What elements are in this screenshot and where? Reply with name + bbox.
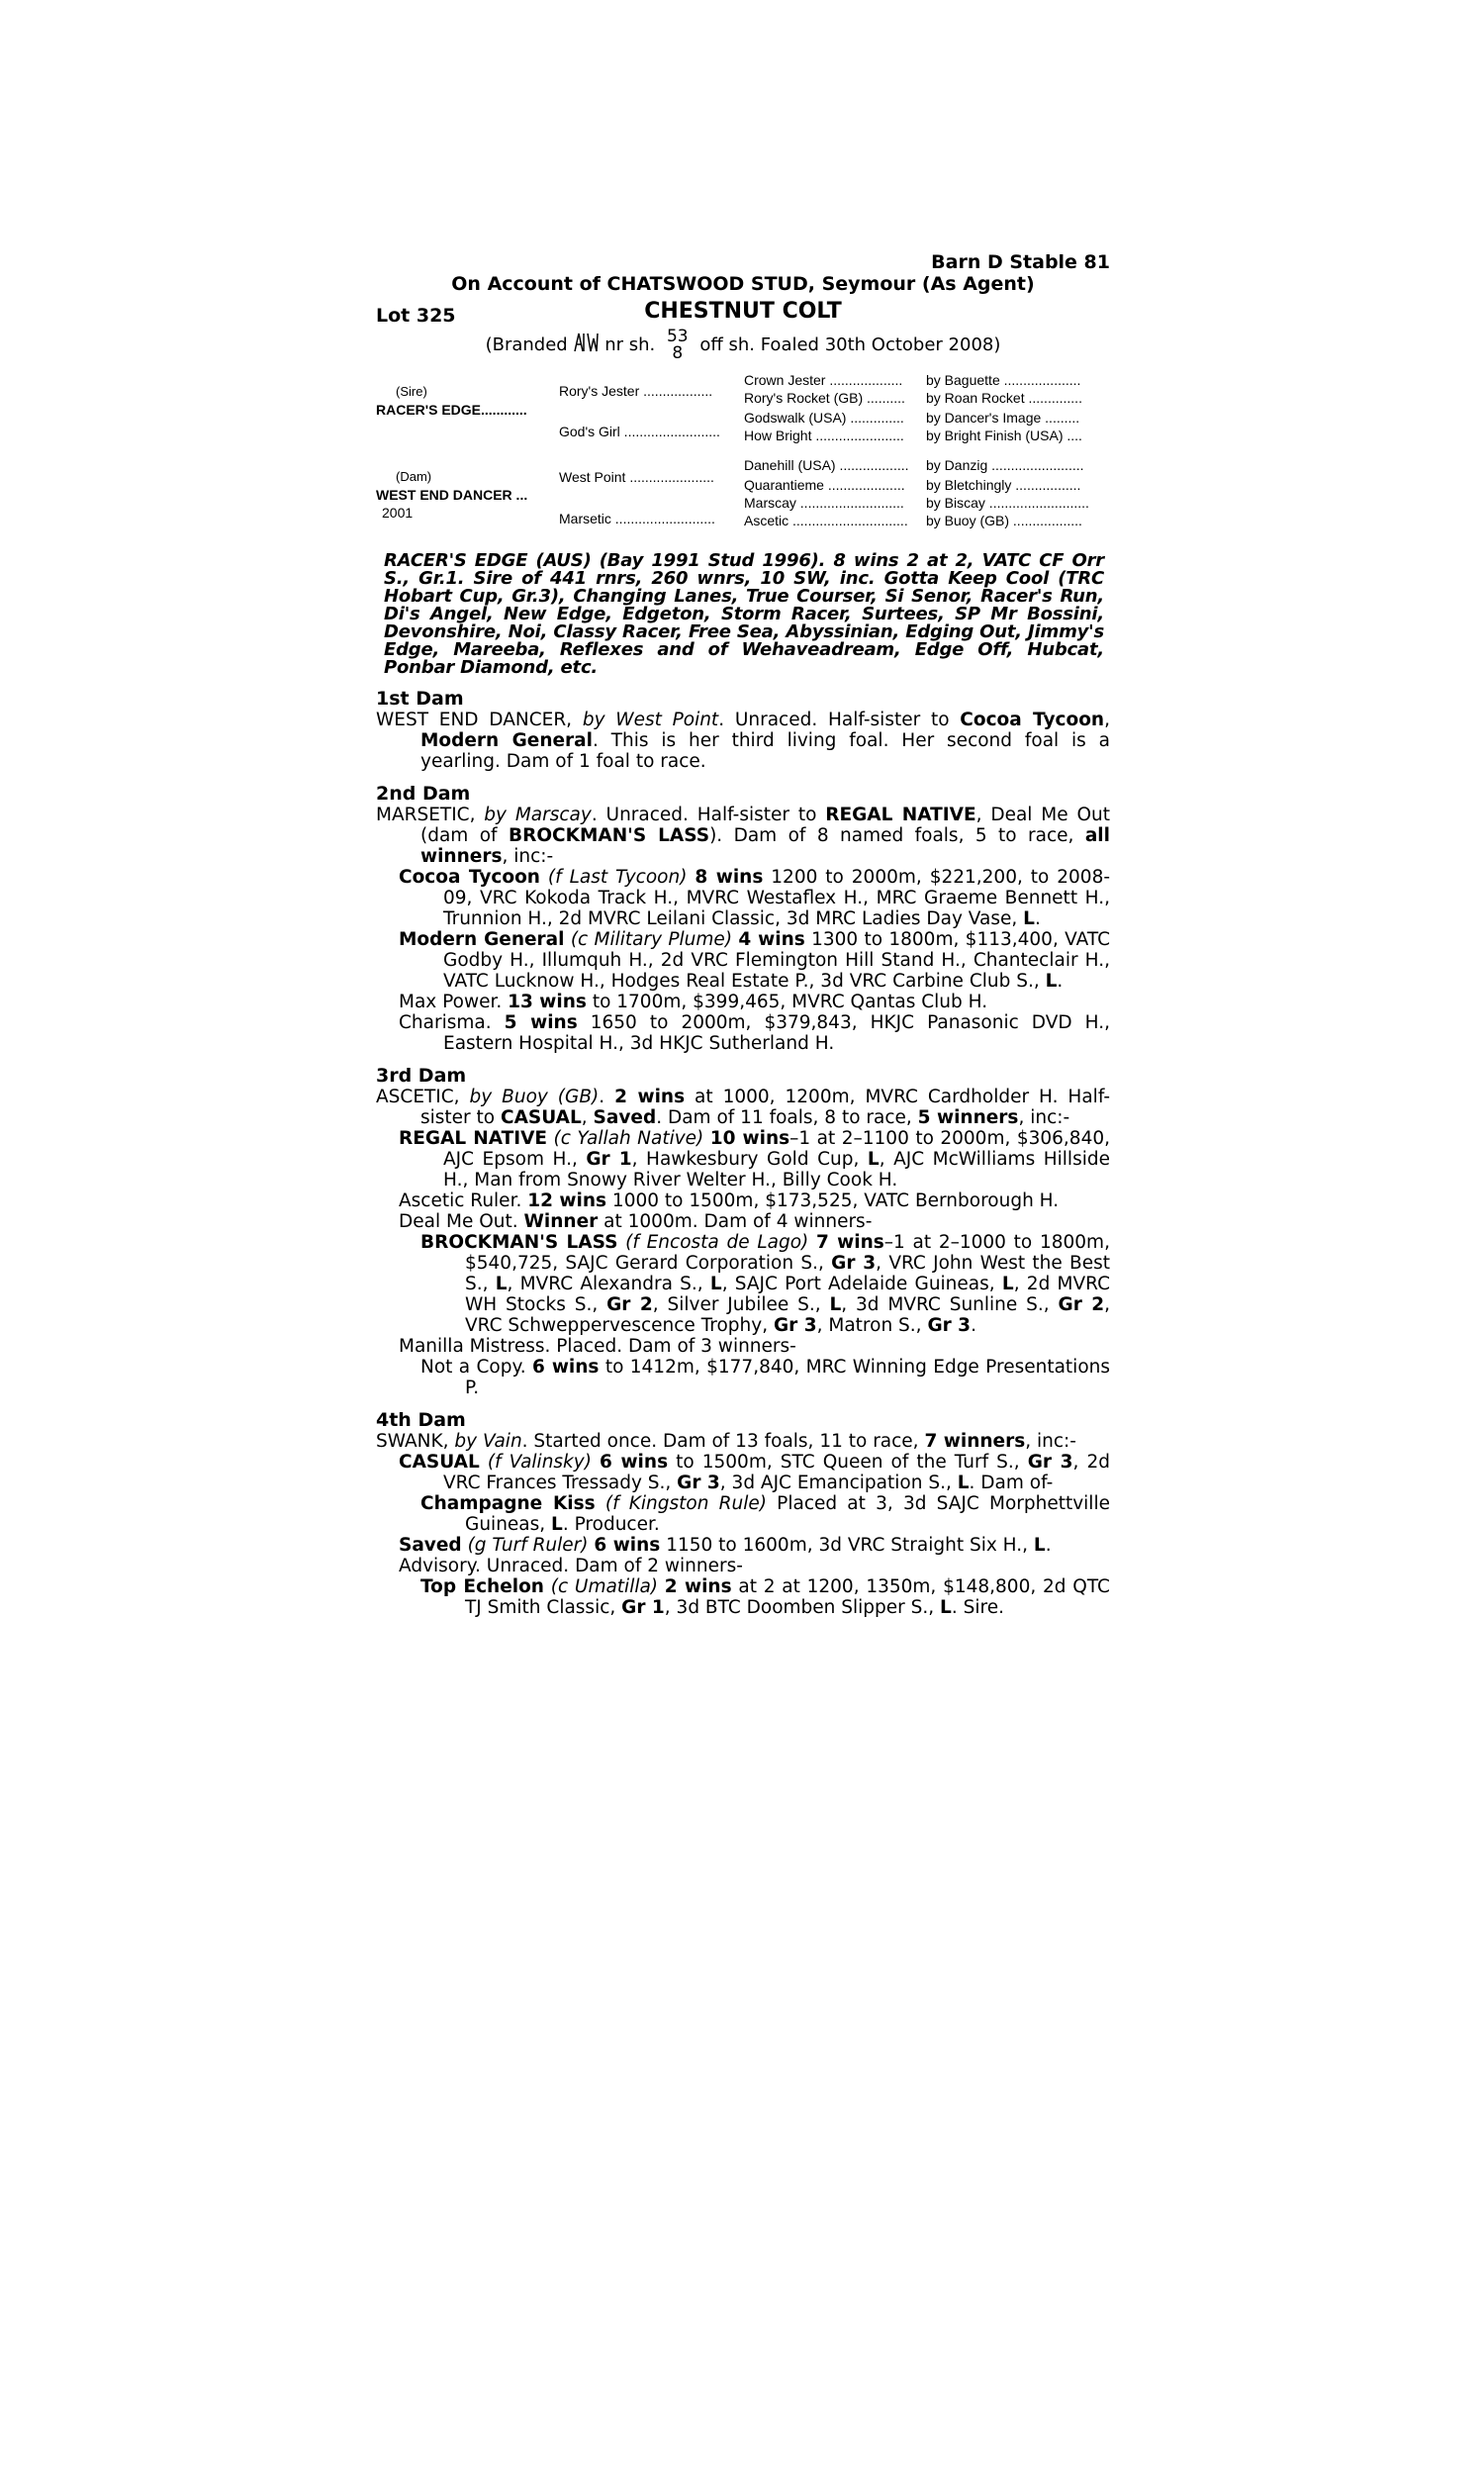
text-run: at 1000m. Dam of 4 winners- — [598, 1211, 873, 1232]
text-run: L — [495, 1274, 508, 1294]
text-run: L — [829, 1294, 842, 1315]
text-run: REGAL NATIVE — [399, 1128, 548, 1149]
text-run: . Producer. — [562, 1514, 660, 1535]
g4-text: by Biscay — [926, 495, 985, 511]
text-run: 1300 to 1800m, $113,400, VATC Godby H., Illumquh H., 2d VRC Flemington Hill Stand H., Chanteclair H., VATC Lucknow H., Hodges Real Estate P., 3d VRC Carbine Club S., — [443, 929, 1110, 992]
g3-2: Rory's Rocket (GB) .......... — [744, 390, 905, 406]
text-run: 2 wins — [664, 1576, 732, 1597]
text-run: , Silver Jubilee S., — [652, 1294, 830, 1315]
progeny-entry — [420, 1357, 1110, 1398]
text-run: Gr 2 — [1058, 1294, 1105, 1315]
g4-6: by Bletchingly ................. — [926, 477, 1081, 493]
g4-text: by Danzig — [926, 457, 988, 473]
g4-text: by Bletchingly — [926, 477, 1012, 493]
dam-name-text: WEST END DANCER — [376, 487, 512, 503]
lot-title: CHESTNUT COLT — [644, 299, 842, 324]
text-run: Charisma. — [399, 1012, 505, 1033]
text-run: 5 wins — [504, 1012, 578, 1033]
text-run: . Started once. Dam of 13 foals, 11 to race, — [521, 1431, 925, 1452]
progeny-entry — [420, 1493, 1110, 1535]
text-run: (c Umatilla) — [550, 1576, 659, 1597]
text-run: , VRC Schweppervescence Trophy, — [465, 1294, 1111, 1336]
text-run: Advisory. Unraced. Dam of 2 winners- — [399, 1556, 743, 1576]
g4-text: by Roan Rocket — [926, 390, 1025, 406]
first-dam-heading: 1st Dam — [376, 688, 464, 710]
text-run: 4 wins — [738, 929, 805, 950]
text-run: , AJC McWilliams Hillside H., Man from Snowy River Welter H., Billy Cook H. — [443, 1149, 1110, 1190]
g3-text: Ascetic — [744, 513, 789, 528]
g2-dam-sire: West Point ...................... — [559, 469, 714, 485]
text-run: . This is her third living foal. Her second foal is a yearling. Dam of 1 foal to race. — [420, 730, 1110, 772]
second-dam-heading: 2nd Dam — [376, 783, 471, 805]
text-run: Max Power. — [399, 992, 509, 1012]
text-run: . Unraced. Half-sister to — [591, 805, 826, 825]
text-run: , Hawkesbury Gold Cup, — [631, 1149, 868, 1170]
text-run: 13 wins — [508, 992, 587, 1012]
text-run: (g Turf Ruler) — [467, 1535, 589, 1556]
text-run: , — [581, 1107, 594, 1128]
text-run: . Sire. — [951, 1597, 1004, 1618]
progeny-entry — [399, 1211, 1110, 1232]
dam-year: 2001 — [382, 505, 414, 521]
text-run: Gr 3 — [831, 1253, 877, 1274]
text-run: Modern General — [399, 929, 565, 950]
text-run: . — [1034, 908, 1041, 929]
text-run: Champagne Kiss — [420, 1493, 596, 1514]
text-run: to 1412m, $177,840, MRC Winning Edge Presentations P. — [465, 1357, 1111, 1398]
text-run: Cocoa Tycoon — [960, 710, 1105, 730]
text-run: 10 wins — [709, 1128, 790, 1149]
text-run: 1650 to 2000m, $379,843, HKJC Panasonic DVD H., Eastern Hospital H., 3d HKJC Sutherland H. — [443, 1012, 1111, 1054]
g4-3: by Dancer's Image ......... — [926, 410, 1080, 426]
progeny-entry — [399, 1336, 1110, 1357]
text-run: Not a Copy. — [420, 1357, 533, 1378]
brand-fraction — [667, 329, 689, 362]
g2-dam-dam: Marsetic .......................... — [559, 511, 715, 526]
brand-line — [376, 329, 1110, 366]
text-run: . Dam of- — [969, 1473, 1054, 1493]
lot-line — [376, 299, 1110, 329]
g4-7: by Biscay .......................... — [926, 495, 1089, 511]
text-run: Saved — [399, 1535, 462, 1556]
text-run: , inc:- — [1025, 1431, 1076, 1452]
g4-text: by Dancer's Image — [926, 410, 1042, 426]
text-run: L — [709, 1274, 722, 1294]
text-run: Gr 1 — [621, 1597, 665, 1618]
text-run: –1 at 2–1000 to 1800m, $540,725, SAJC Gerard Corporation S., — [465, 1232, 1110, 1274]
text-run — [596, 1493, 605, 1514]
fraction-top: 53 — [666, 327, 689, 346]
text-run: 1000 to 1500m, $173,525, VATC Bernborough H. — [606, 1190, 1060, 1211]
g2-text: Rory's Jester — [559, 383, 640, 399]
text-run: Ascetic Ruler. — [399, 1190, 528, 1211]
text-run: Gr 3 — [927, 1315, 972, 1336]
text-run: L — [940, 1597, 952, 1618]
catalogue-page — [376, 251, 1110, 1618]
text-run: at 1000, 1200m, MVRC Cardholder H. Half-sister to — [420, 1087, 1110, 1128]
text-run: , Deal Me Out (dam of — [420, 805, 1110, 846]
text-run: , Matron S., — [816, 1315, 928, 1336]
vendor-account: On Account of CHATSWOOD STUD, Seymour (As Agent) — [451, 273, 1035, 295]
text-run: REGAL NATIVE — [825, 805, 976, 825]
progeny-entry — [399, 1556, 1110, 1576]
third-dam-heading: 3rd Dam — [376, 1065, 467, 1087]
g4-text: by Buoy (GB) — [926, 513, 1010, 528]
text-run: Top Echelon — [420, 1576, 544, 1597]
text-run: Placed at 3, 3d SAJC Morphettville Guineas, — [465, 1493, 1110, 1535]
text-run — [592, 1452, 600, 1473]
text-run: MARSETIC, — [376, 805, 485, 825]
text-run: by Marscay — [484, 805, 592, 825]
text-run: BROCKMAN'S LASS — [420, 1232, 618, 1253]
text-run: 1150 to 1600m, 3d VRC Straight Six H., — [660, 1535, 1034, 1556]
text-run: ). Dam of 8 named foals, 5 to race, — [709, 825, 1085, 846]
text-run: 7 wins — [815, 1232, 884, 1253]
fourth-dam-heading: 4th Dam — [376, 1409, 466, 1431]
g3-8: Ascetic .............................. — [744, 513, 908, 528]
second-dam-intro — [376, 805, 1110, 867]
brand-mid: nr sh. — [604, 334, 656, 355]
text-run — [808, 1232, 816, 1253]
text-run: , inc:- — [502, 846, 554, 867]
g3-text: How Bright — [744, 428, 812, 443]
text-run: 1200 to 2000m, $221,200, to 2008-09, VRC Kokoda Track H., MVRC Westaflex H., MRC Graeme Bennett H., Trunnion H., 2d MVRC Leilani Classic, 3d MRC Ladies Day Vase, — [443, 867, 1111, 929]
text-run: L — [867, 1149, 880, 1170]
dam-name: WEST END DANCER ... — [376, 487, 528, 503]
text-run: by Buoy (GB) — [469, 1087, 600, 1107]
g2-text: West Point — [559, 469, 626, 485]
g2-text: God's Girl — [559, 424, 620, 439]
text-run: , 2d MVRC WH Stocks S., — [465, 1274, 1111, 1315]
sire-summary: RACER'S EDGE (AUS) (Bay 1991 Stud 1996). 8 wins 2 at 2, VATC CF Orr S., Gr.1. Sire of 441 rnrs, 260 wnrs, 10 SW, inc. Gotta Keep Cool (TRC Hobart Cup, Gr.3), Changing Lanes, True Courser, Si Senor, Racer's Run, Di's Angel, New Edge, Edgeton, Storm Racer, Surtees, SP Mr Bossini, Devonshire, Noi, Classy Racer, Free Sea, Abyssinian, Edging Out, Jimmy's Edge, Mareeba, Reflexes and of Wehaveadream, Edge Off, Hubcat, Ponbar Diamond, etc. — [384, 550, 1104, 678]
g3-5: Danehill (USA) .................. — [744, 457, 909, 473]
text-run: at 2 at 1200, 1350m, $148,800, 2d QTC TJ Smith Classic, — [465, 1576, 1110, 1618]
text-run: 12 wins — [527, 1190, 607, 1211]
text-run: Gr 3 — [1027, 1452, 1073, 1473]
g3-3: Godswalk (USA) .............. — [744, 410, 904, 426]
text-run: 6 wins — [532, 1357, 600, 1378]
lot-number: Lot 325 — [376, 305, 456, 327]
text-run: . Unraced. Half-sister to — [718, 710, 961, 730]
text-run: CASUAL — [501, 1107, 582, 1128]
text-run: Gr 2 — [606, 1294, 653, 1315]
text-run: , MVRC Alexandra S., — [507, 1274, 710, 1294]
g3-text: Quarantieme — [744, 477, 824, 493]
text-run: . Dam of 11 foals, 8 to race, — [656, 1107, 918, 1128]
g4-text: by Bright Finish (USA) — [926, 428, 1064, 443]
text-run: Gr 3 — [677, 1473, 720, 1493]
progeny-entry — [399, 1535, 1110, 1556]
g3-text: Crown Jester — [744, 372, 826, 388]
text-run: Modern General — [420, 730, 594, 751]
text-run: . — [599, 1087, 615, 1107]
text-run: L — [551, 1514, 563, 1535]
g3-text: Godswalk (USA) — [744, 410, 847, 426]
first-dam-text — [376, 710, 1110, 772]
text-run: (c Military Plume) — [570, 929, 733, 950]
g2-sire-sire: Rory's Jester .................. — [559, 383, 713, 399]
text-run — [480, 1452, 488, 1473]
brand-mark-icon — [573, 331, 599, 352]
g3-text: Rory's Rocket (GB) — [744, 390, 864, 406]
progeny-entry — [420, 1232, 1110, 1336]
g4-8: by Buoy (GB) .................. — [926, 513, 1082, 528]
text-run: . — [971, 1315, 976, 1336]
brand-suffix: off sh. Foaled 30th October 2008) — [699, 334, 1001, 355]
text-run: L — [1033, 1535, 1046, 1556]
text-run: to 1700m, $399,465, MVRC Qantas Club H. — [586, 992, 988, 1012]
sire-name-text: RACER'S EDGE — [376, 402, 482, 418]
text-run: , 3d BTC Doomben Slipper S., — [664, 1597, 941, 1618]
g3-text: Danehill (USA) — [744, 457, 836, 473]
brand-prefix: (Branded — [485, 334, 568, 355]
pedigree-table — [376, 372, 1110, 542]
text-run: (f Valinsky) — [487, 1452, 592, 1473]
text-run: 6 wins — [599, 1452, 669, 1473]
barn-stable: Barn D Stable 81 — [931, 251, 1110, 273]
sire-name: RACER'S EDGE............ — [376, 402, 527, 418]
text-run: to 1500m, STC Queen of the Turf S., — [668, 1452, 1028, 1473]
text-run: (f Last Tycoon) — [547, 867, 688, 888]
g2-text: Marsetic — [559, 511, 611, 526]
third-dam-intro — [376, 1087, 1110, 1128]
sire-label: (Sire) — [396, 384, 427, 399]
g3-1: Crown Jester ................... — [744, 372, 903, 388]
text-run: (f Kingston Rule) — [604, 1493, 767, 1514]
text-run: 7 winners — [924, 1431, 1026, 1452]
progeny-entry — [399, 1190, 1110, 1211]
g4-2: by Roan Rocket .............. — [926, 390, 1082, 406]
text-run: , 2d VRC Frances Tressady S., — [443, 1452, 1110, 1493]
text-run: Gr 1 — [586, 1149, 632, 1170]
text-run: 2 wins — [614, 1087, 686, 1107]
g3-6: Quarantieme .................... — [744, 477, 905, 493]
g4-text: by Baguette — [926, 372, 1000, 388]
text-run — [617, 1232, 625, 1253]
text-run: , VRC John West the Best S., — [465, 1253, 1110, 1294]
g3-7: Marscay ........................... — [744, 495, 904, 511]
text-run: Gr 3 — [773, 1315, 817, 1336]
g4-4: by Bright Finish (USA) .... — [926, 428, 1082, 443]
text-run: BROCKMAN'S LASS — [508, 825, 710, 846]
fraction-bottom: 8 — [672, 343, 684, 363]
text-run: by Vain — [454, 1431, 522, 1452]
progeny-entry — [399, 1128, 1110, 1190]
dam-label: (Dam) — [396, 469, 432, 484]
progeny-entry — [399, 867, 1110, 929]
text-run: (c Yallah Native) — [553, 1128, 704, 1149]
progeny-entry — [420, 1576, 1110, 1618]
text-run: WEST END DANCER, — [376, 710, 583, 730]
text-run: all winners — [420, 825, 1110, 867]
text-run: CASUAL — [399, 1452, 480, 1473]
fourth-dam-intro — [376, 1431, 1110, 1452]
text-run: . — [1045, 1535, 1052, 1556]
text-run: , — [1104, 710, 1110, 730]
text-run: SWANK, — [376, 1431, 455, 1452]
progeny-entry — [399, 1012, 1110, 1054]
progeny-entry — [399, 992, 1110, 1012]
progeny-entry — [399, 929, 1110, 992]
g3-4: How Bright ....................... — [744, 428, 904, 443]
text-run: ASCETIC, — [376, 1087, 470, 1107]
text-run: Cocoa Tycoon — [399, 867, 540, 888]
text-run: 8 wins — [695, 867, 764, 888]
text-run: L — [957, 1473, 970, 1493]
text-run: , 3d MVRC Sunline S., — [841, 1294, 1059, 1315]
text-run — [544, 1576, 551, 1597]
text-run: . — [1057, 971, 1064, 992]
text-run: Manilla Mistress. Placed. Dam of 3 winners- — [399, 1336, 796, 1357]
text-run: by West Point — [582, 710, 719, 730]
text-run: 6 wins — [594, 1535, 661, 1556]
text-run: , inc:- — [1018, 1107, 1070, 1128]
text-run: L — [1023, 908, 1035, 929]
text-run — [658, 1576, 665, 1597]
text-run — [540, 867, 548, 888]
g3-text: Marscay — [744, 495, 796, 511]
text-run: (f Encosta de Lago) — [625, 1232, 809, 1253]
g2-sire-dam: God's Girl ......................... — [559, 424, 720, 439]
text-run: L — [1001, 1274, 1014, 1294]
progeny-entry — [399, 1452, 1110, 1493]
text-run: Deal Me Out. — [399, 1211, 524, 1232]
g4-5: by Danzig ........................ — [926, 457, 1084, 473]
text-run: 5 winners — [917, 1107, 1019, 1128]
text-run: –1 at 2–1100 to 2000m, $306,840, AJC Epsom H., — [443, 1128, 1110, 1170]
text-run: Saved — [593, 1107, 657, 1128]
text-run: , SAJC Port Adelaide Guineas, — [721, 1274, 1002, 1294]
text-run: , 3d AJC Emancipation S., — [719, 1473, 958, 1493]
text-run: Winner — [523, 1211, 599, 1232]
text-run: L — [1045, 971, 1058, 992]
g4-1: by Baguette .................... — [926, 372, 1081, 388]
